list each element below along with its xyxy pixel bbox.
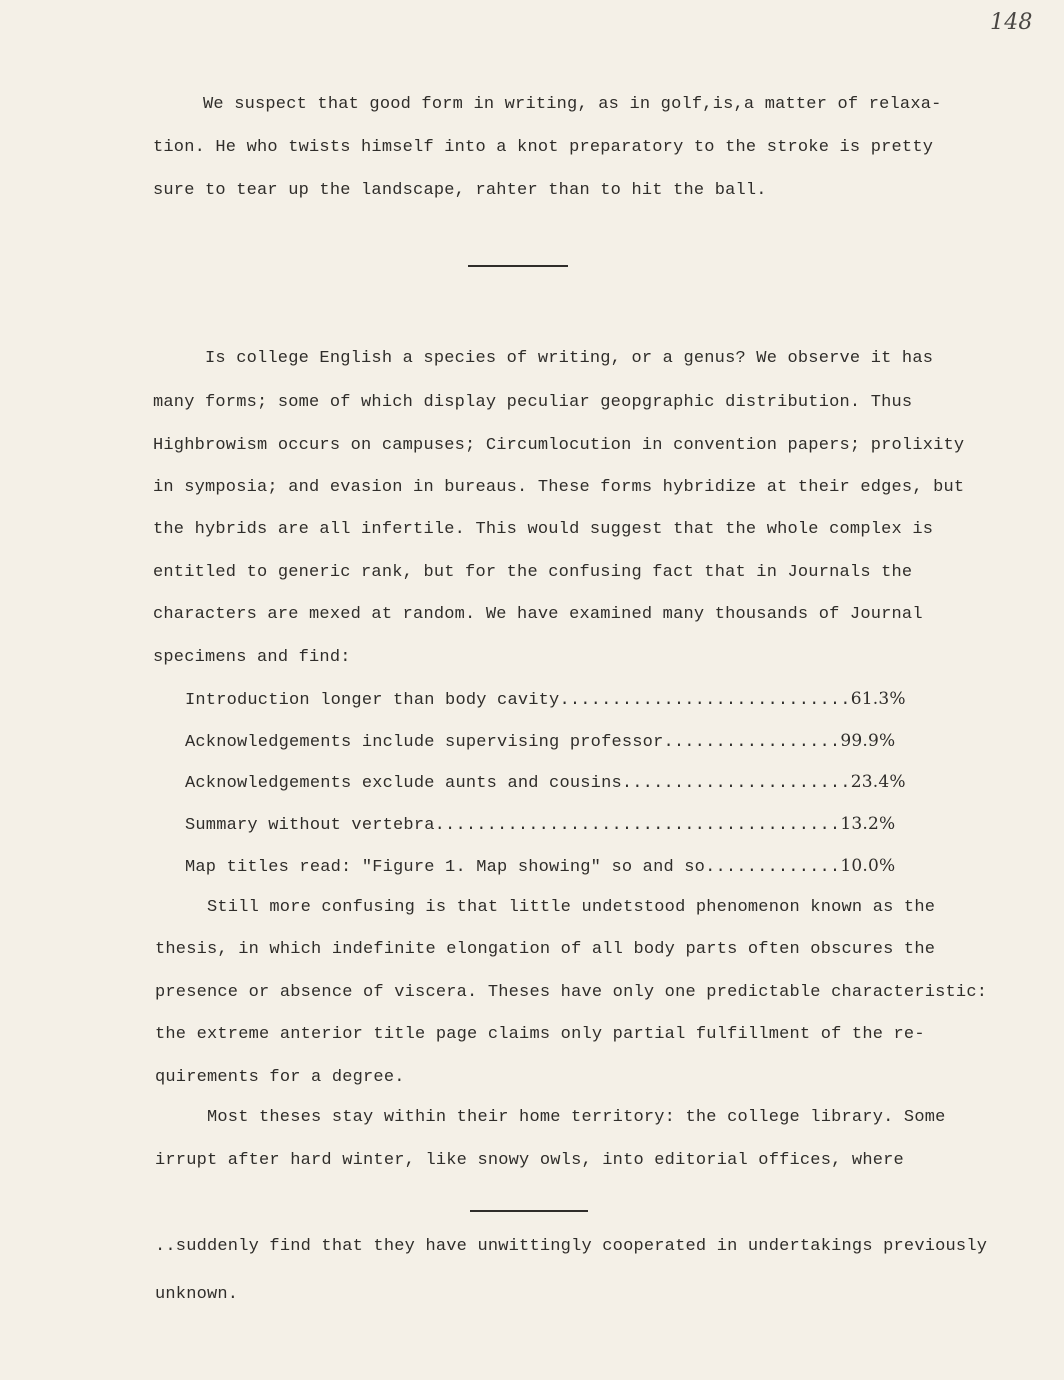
paragraph-3-line-1: Still more confusing is that little undetstood phenomenon known as the <box>207 898 936 917</box>
paragraph-2-line-2: many forms; some of which display peculiar geopgraphic distribution. Thus <box>153 393 913 412</box>
finding-label: Acknowledgements include supervising professor................. <box>185 733 841 752</box>
paragraph-1-line-1: We suspect that good form in writing, as in golf,is,a matter of relaxa- <box>203 95 942 114</box>
paragraph-3-line-2: thesis, in which indefinite elongation of all body parts often obscures the <box>155 940 936 959</box>
paragraph-3-line-3: presence or absence of viscera. Theses have only one predictable characteristic: <box>155 983 988 1002</box>
paragraph-3-line-4: the extreme anterior title page claims only partial fulfillment of the re- <box>155 1025 925 1044</box>
paragraph-2-line-6: entitled to generic rank, but for the confusing fact that in Journals the <box>153 563 913 582</box>
paragraph-1-line-2: tion. He who twists himself into a knot preparatory to the stroke is pretty <box>153 138 934 157</box>
finding-label: Summary without vertebra....................................... <box>185 816 841 835</box>
paragraph-2-line-7: characters are mexed at random. We have examined many thousands of Journal <box>153 605 923 624</box>
finding-label: Acknowledgements exclude aunts and cousins...................... <box>185 774 851 793</box>
finding-row <box>185 730 895 754</box>
footnote-line-2: unknown. <box>155 1285 239 1304</box>
footnote-divider <box>470 1210 588 1212</box>
paragraph-3-line-5: quirements for a degree. <box>155 1068 405 1087</box>
finding-percentage: 23.4% <box>850 772 906 792</box>
finding-row <box>185 813 895 837</box>
paragraph-2-line-8: specimens and find: <box>153 648 351 667</box>
finding-percentage: 99.9% <box>840 731 896 751</box>
paragraph-1-line-3: sure to tear up the landscape, rahter than to hit the ball. <box>153 181 767 200</box>
paragraph-2-line-5: the hybrids are all infertile. This would suggest that the whole complex is <box>153 520 934 539</box>
section-divider <box>468 265 568 267</box>
finding-row <box>185 688 906 712</box>
paragraph-2-line-3: Highbrowism occurs on campuses; Circumlocution in convention papers; prolixity <box>153 436 965 455</box>
finding-percentage: 13.2% <box>840 814 896 834</box>
finding-label: Map titles read: "Figure 1. Map showing" so and so............. <box>185 858 841 877</box>
finding-label: Introduction longer than body cavity............................ <box>185 691 851 710</box>
paragraph-4-line-2: irrupt after hard winter, like snowy owls, into editorial offices, where <box>155 1151 904 1170</box>
paragraph-4-line-1: Most theses stay within their home territory: the college library. Some <box>207 1108 946 1127</box>
finding-row <box>185 855 895 879</box>
finding-percentage: 61.3% <box>850 689 906 709</box>
footnote-line-1: ..suddenly find that they have unwittingly cooperated in undertakings previously <box>155 1237 988 1256</box>
finding-percentage: 10.0% <box>840 856 896 876</box>
finding-row <box>185 771 906 795</box>
paragraph-2-line-4: in symposia; and evasion in bureaus. These forms hybridize at their edges, but <box>153 478 965 497</box>
paragraph-2-line-1: Is college English a species of writing, or a genus? We observe it has <box>205 349 934 368</box>
page-number: 148 <box>990 10 1033 35</box>
